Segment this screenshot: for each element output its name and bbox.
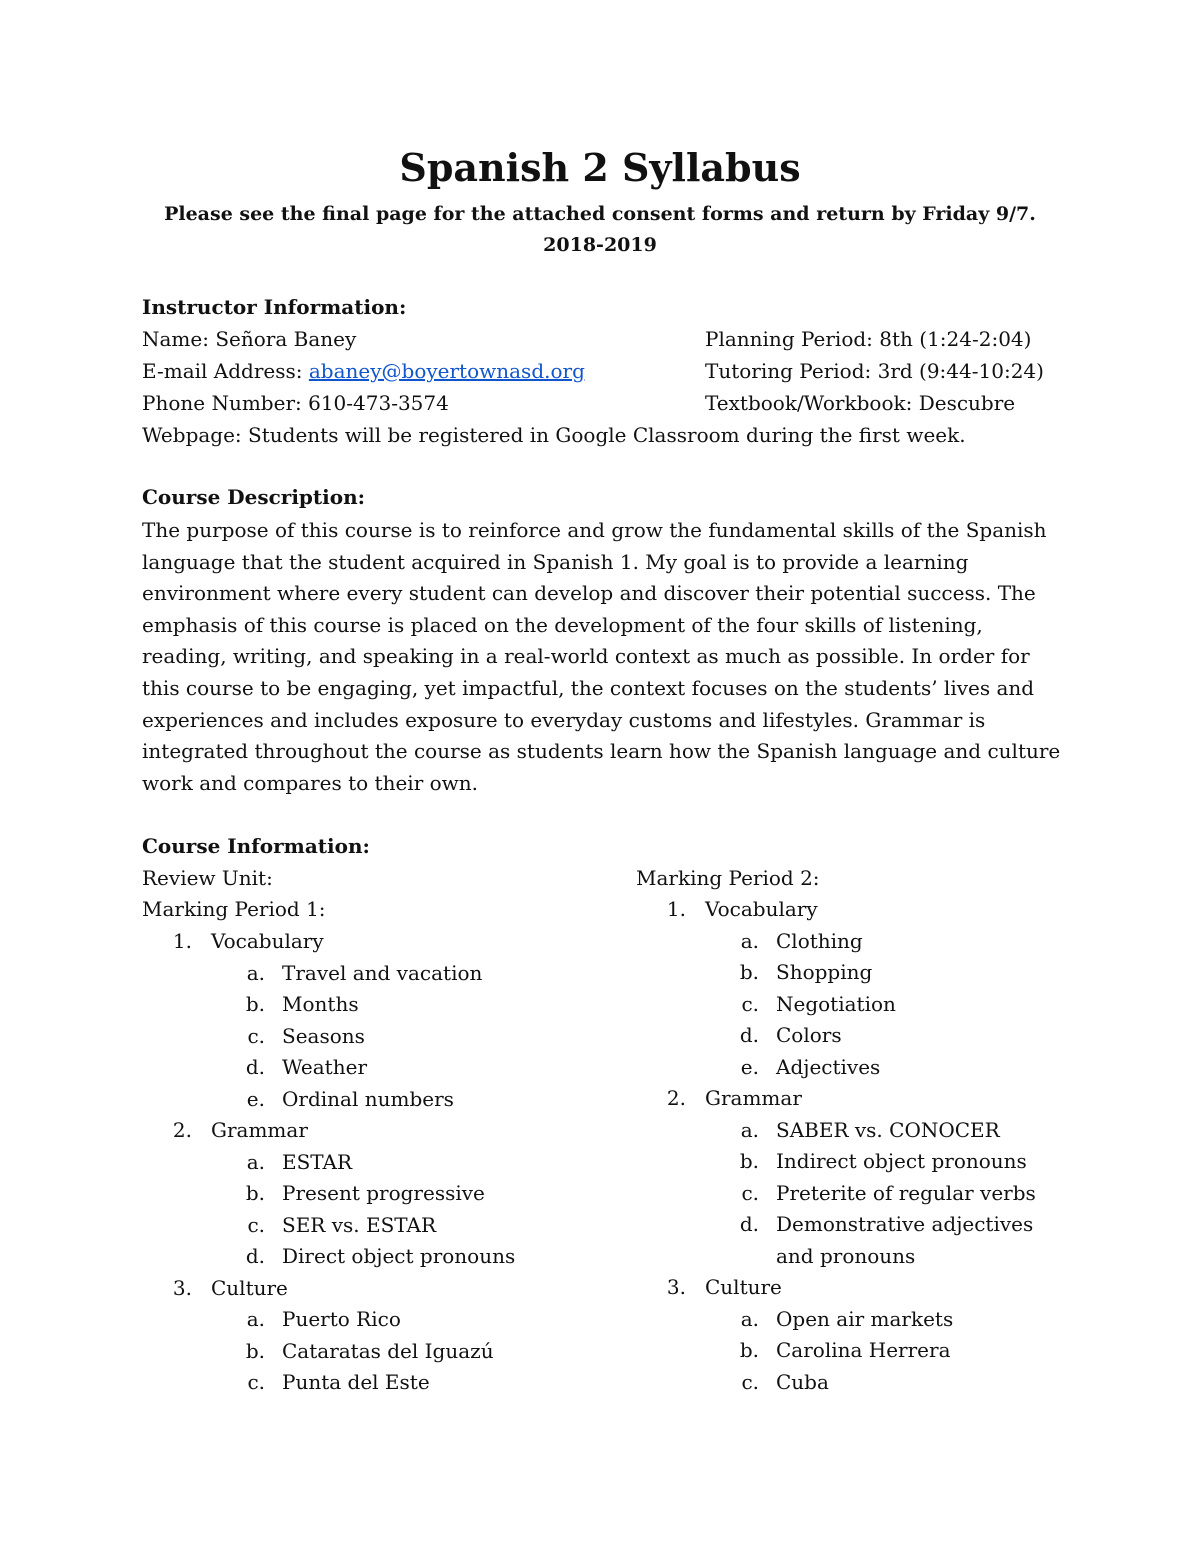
email-link[interactable]: abaney@boyertownasd.org (308, 359, 585, 383)
list-item: Preterite of regular verbs (776, 1180, 1036, 1205)
section-name: Culture (211, 1275, 288, 1300)
item-letter: d. (739, 1212, 759, 1236)
list-item: SER vs. ESTAR (282, 1212, 437, 1237)
item-letter: b. (245, 992, 265, 1016)
item-letter: b. (739, 1338, 759, 1362)
item-letter: d. (739, 1023, 759, 1047)
item-letter: a. (740, 1117, 759, 1142)
instructor-name: Name: Señora Baney (142, 327, 357, 351)
review-unit-label: Review Unit: (142, 866, 273, 890)
planning-period: Planning Period: 8th (1:24-2:04) (705, 327, 1032, 351)
item-letter: b. (245, 1181, 265, 1205)
section-name: Vocabulary (705, 897, 818, 921)
list-item: Indirect object pronouns (776, 1149, 1027, 1173)
section-name: Vocabulary (211, 929, 324, 953)
tutoring-period: Tutoring Period: 3rd (9:44-10:24) (705, 359, 1044, 383)
consent-note: Please see the final page for the attached consent forms and return by Friday 9/7. (164, 203, 1036, 225)
item-letter: c. (247, 1023, 265, 1048)
description-heading: Course Description: (142, 485, 366, 509)
item-letter: a. (246, 960, 265, 985)
list-item: Present progressive (282, 1181, 485, 1205)
list-item: Seasons (282, 1023, 365, 1048)
instructor-email-line (142, 356, 585, 386)
item-letter: e. (740, 1054, 759, 1079)
list-item: Months (282, 992, 359, 1016)
item-letter: d. (245, 1244, 265, 1268)
instructor-phone: Phone Number: 610-473-3574 (142, 391, 449, 415)
item-letter: c. (247, 1370, 265, 1394)
list-item: Colors (776, 1023, 842, 1047)
section-number: 1. (666, 897, 686, 921)
section-number: 2. (666, 1086, 686, 1110)
list-item: SABER vs. CONOCER (776, 1117, 1000, 1142)
list-item: Direct object pronouns (282, 1244, 516, 1268)
list-item: Punta del Este (282, 1370, 430, 1394)
list-item-continued: and pronouns (776, 1243, 916, 1268)
section-name: Culture (705, 1275, 782, 1299)
item-letter: b. (739, 960, 759, 984)
list-item: Carolina Herrera (776, 1338, 951, 1362)
list-item: Negotiation (776, 991, 896, 1016)
list-item: Travel and vacation (282, 960, 483, 985)
item-letter: e. (246, 1086, 265, 1111)
list-item: Ordinal numbers (282, 1086, 454, 1111)
page-title: Spanish 2 Syllabus (399, 145, 801, 190)
list-item: Weather (282, 1055, 367, 1079)
school-year: 2018-2019 (543, 234, 657, 256)
list-item: Cuba (776, 1369, 829, 1394)
description-text: The purpose of this course is to reinforce and grow the fundamental skills of the Spanish language that the student acquired in Spanish 1. My goal is to provide a learning environment where every student can develop and discover their potential success. The emphasis of this course is placed on the development of the four skills of listening, reading, writing, and speaking in a real-world context as much as possible. In order for this course to be engaging, yet impactful, the context focuses on the students’ lives and experiences and includes exposure to everyday customs and lifestyles. Grammar is integrated throughout the course as students learn how the Spanish language and culture work and compares to their own. (142, 518, 1061, 795)
course-heading: Course Information: (142, 834, 370, 858)
item-letter: c. (741, 1180, 759, 1205)
list-item: Open air markets (776, 1306, 954, 1331)
section-number: 2. (172, 1118, 192, 1142)
item-letter: a. (740, 928, 759, 953)
list-item: Shopping (776, 960, 873, 984)
list-item: Demonstrative adjectives (776, 1212, 1034, 1236)
list-item: Puerto Rico (282, 1307, 401, 1331)
list-item: Adjectives (776, 1054, 881, 1079)
item-letter: c. (741, 991, 759, 1016)
item-letter: d. (245, 1055, 265, 1079)
section-number: 1. (172, 929, 192, 953)
item-letter: b. (739, 1149, 759, 1173)
instructor-webpage: Webpage: Students will be registered in Google Classroom during the first week. (142, 423, 966, 447)
list-item: Clothing (776, 928, 863, 953)
item-letter: a. (246, 1149, 265, 1174)
section-number: 3. (666, 1275, 686, 1299)
textbook: Textbook/Workbook: Descubre (705, 391, 1016, 415)
item-letter: a. (740, 1306, 759, 1331)
email-label: E-mail Address: (142, 359, 309, 383)
list-item: Cataratas del Iguazú (282, 1338, 494, 1363)
mp1-label: Marking Period 1: (142, 897, 326, 921)
item-letter: c. (741, 1369, 759, 1394)
section-name: Grammar (211, 1118, 308, 1142)
instructor-heading: Instructor Information: (142, 295, 407, 319)
list-item: ESTAR (282, 1149, 353, 1174)
item-letter: a. (246, 1307, 265, 1331)
item-letter: c. (247, 1212, 265, 1237)
section-name: Grammar (705, 1086, 802, 1110)
mp2-label: Marking Period 2: (636, 866, 820, 890)
item-letter: b. (245, 1338, 265, 1363)
section-number: 3. (172, 1275, 192, 1300)
